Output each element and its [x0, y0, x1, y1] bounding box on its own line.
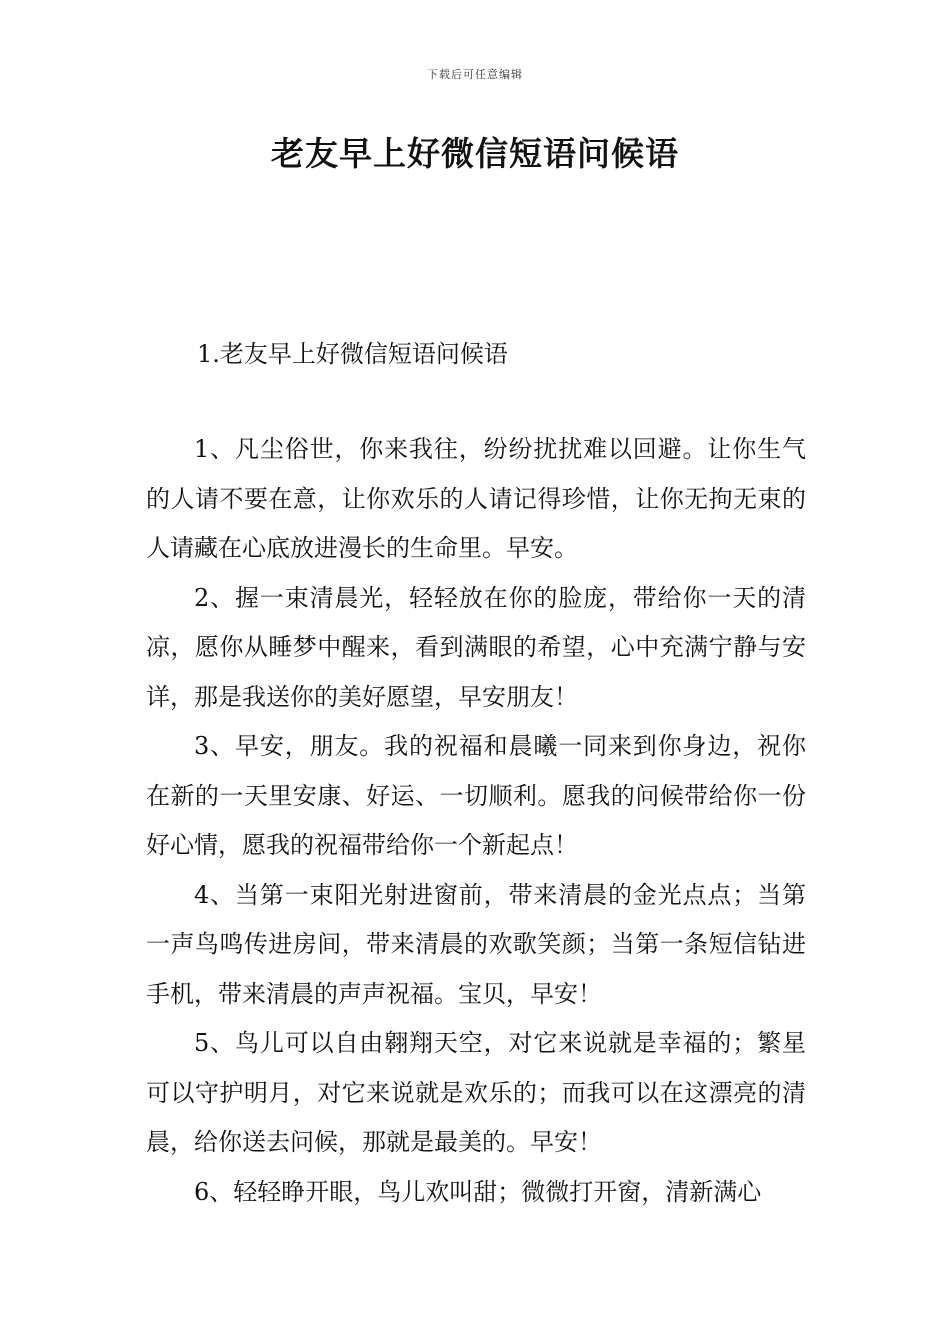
- section-heading: 1.老友早上好微信短语问候语: [197, 340, 508, 368]
- paragraph-1: 1、凡尘俗世，你来我往，纷纷扰扰难以回避。让你生气的人请不要在意，让你欢乐的人请记得珍惜，让你无拘无束的人请藏在心底放进漫长的生命里。早安。: [146, 435, 806, 562]
- paragraph-6: 6、轻轻睁开眼，鸟儿欢叫甜；微微打开窗，清新满心: [194, 1177, 762, 1206]
- paragraph-4: 4、当第一束阳光射进窗前，带来清晨的金光点点；当第一声鸟鸣传进房间，带来清晨的欢歌笑颜；当第一条短信钻进手机，带来清晨的声声祝福。宝贝，早安！: [146, 880, 806, 1008]
- paragraph-5: 5、鸟儿可以自由翱翔天空，对它来说就是幸福的；繁星可以守护明月，对它来说就是欢乐的；而我可以在这漂亮的清晨，给你送去问候，那就是最美的。早安！: [146, 1029, 806, 1156]
- header-note: 下载后可任意编辑: [427, 68, 523, 81]
- document-body: [146, 425, 806, 1217]
- page-title: 老友早上好微信短语问候语: [271, 134, 679, 173]
- paragraph-2: 2、握一束清晨光，轻轻放在你的脸庞，带给你一天的清凉，愿你从睡梦中醒来，看到满眼的希望，心中充满宁静与安详，那是我送你的美好愿望，早安朋友！: [146, 583, 806, 711]
- paragraph-3: 3、早安，朋友。我的祝福和晨曦一同来到你身边，祝你在新的一天里安康、好运、一切顺利。愿我的问候带给你一份好心情，愿我的祝福带给你一个新起点！: [146, 732, 806, 859]
